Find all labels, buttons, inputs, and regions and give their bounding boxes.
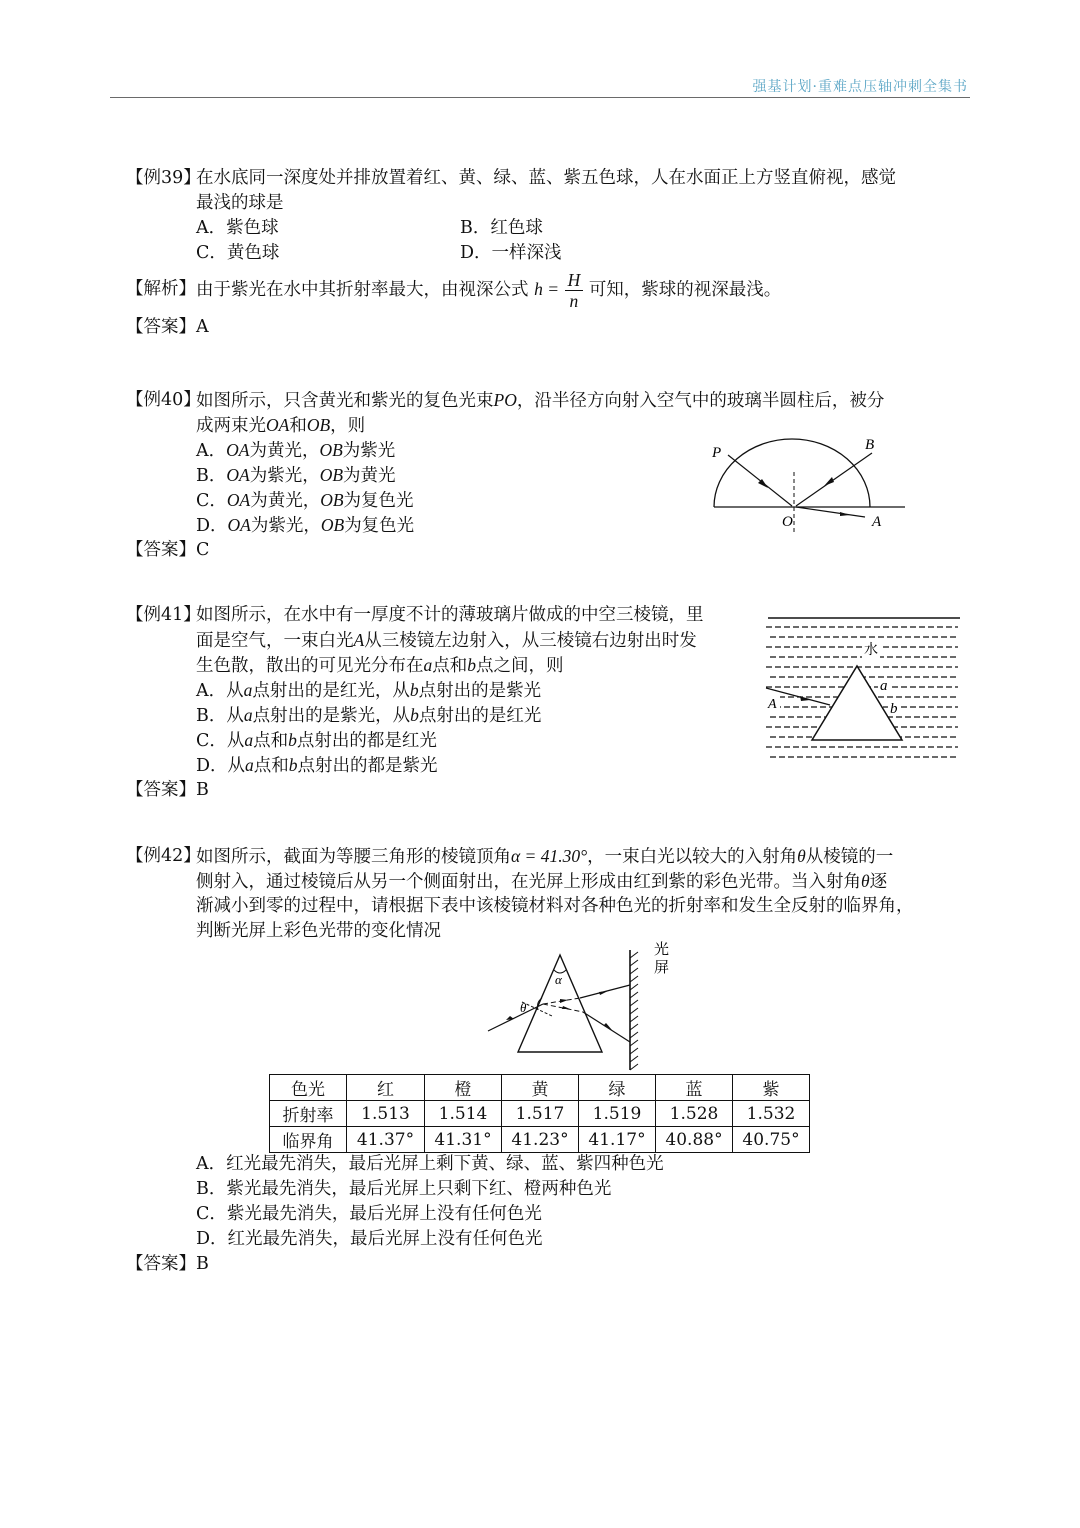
label-alpha: α <box>555 972 562 987</box>
option-math: a <box>243 705 253 725</box>
ex42-q1-text-b: ，一束白光以较大的入射角 <box>587 847 798 867</box>
option-math: a <box>245 755 254 775</box>
incident-ray <box>488 1004 543 1031</box>
ex39-formula-numerator: H <box>565 270 584 291</box>
option-text: 从 <box>226 731 245 751</box>
option-text: 为黄光， <box>250 491 321 511</box>
ex42-question-line3: 渐减小到零的过程中，请根据下表中该棱镜材料对各种色光的折射率和发生全反射的临界角， <box>196 896 914 916</box>
ex39-analysis-tag: 【解析】 <box>126 279 196 299</box>
ex39-option-c: C．黄色球 <box>196 243 280 263</box>
ex41-q2-text-a: 面是空气，一束白光 <box>196 631 354 651</box>
option-text: 为复色光 <box>344 516 415 536</box>
ex40-option-a <box>196 438 395 464</box>
label-b: b <box>890 701 898 717</box>
ex42-q1-text-c: 从棱镜的一 <box>805 847 894 867</box>
table-cell: 40.88° <box>656 1127 733 1153</box>
label-o: O <box>782 514 793 530</box>
option-label: A． <box>196 441 227 461</box>
screen-hatch-line <box>630 1040 638 1046</box>
ex41-q3-text-a: 生色散，散出的可见光分布在 <box>196 656 424 676</box>
ex41-option-c <box>196 728 437 754</box>
option-math: OB <box>319 440 343 460</box>
option-text: 为紫光， <box>250 516 321 536</box>
ex40-option-c <box>196 488 414 514</box>
ex40-option-d <box>196 513 414 539</box>
ex40-q1-text-b: ，沿半径方向射入空气中的玻璃半圆柱后，被分 <box>516 391 885 411</box>
ex39-option-b: B．红色球 <box>460 218 543 238</box>
screen-label-1: 光 <box>654 942 670 958</box>
ex41-answer: B <box>196 780 209 800</box>
option-label: D． <box>196 516 228 536</box>
ex42-q2-text-b: 逐 <box>869 872 888 892</box>
screen-hatch-line <box>630 1032 638 1038</box>
table-cell: 1.532 <box>733 1101 810 1127</box>
option-text: 点和 <box>253 756 289 776</box>
ex41-prism-figure <box>762 610 967 770</box>
ex39-analysis-post: 可知，紫球的视深最浅。 <box>588 280 782 300</box>
option-math: OB <box>319 465 344 485</box>
ex42-question-line1 <box>196 844 893 870</box>
table-cell: 1.517 <box>502 1101 579 1127</box>
label-ray-a: A <box>768 697 777 712</box>
ray-oa <box>796 507 865 517</box>
ex41-option-a <box>196 678 541 704</box>
option-text: 从 <box>227 756 246 776</box>
option-math: b <box>409 680 419 700</box>
ex41-tag: 【例41】 <box>126 605 201 625</box>
ex39-answer: A <box>196 317 209 337</box>
label-b: B <box>865 437 875 453</box>
option-label: C． <box>196 491 227 511</box>
screen-hatch-line <box>630 1024 638 1030</box>
table-cell: 1.528 <box>656 1101 733 1127</box>
option-text: 为复色光 <box>343 491 414 511</box>
table-cell: 41.31° <box>425 1127 502 1153</box>
option-math: OA <box>227 515 251 535</box>
option-text: 点射出的是紫光 <box>418 681 542 701</box>
option-math: OA <box>226 440 250 460</box>
screen-hatch-line <box>630 992 638 998</box>
option-label: D． <box>196 756 228 776</box>
ex42-option-d: D．红光最先消失，最后光屏上没有任何色光 <box>196 1229 543 1249</box>
exit-ray-2 <box>583 1012 630 1042</box>
table-cell: 黄 <box>502 1075 579 1101</box>
ex39-tag: 【例39】 <box>126 168 201 188</box>
option-text: 为紫光 <box>342 441 396 461</box>
ex39-question-line1: 在水底同一深度处并排放置着红、黄、绿、蓝、紫五色球，人在水面正上方竖直俯视，感觉 <box>196 168 896 188</box>
option-text: 从 <box>226 681 244 701</box>
ex41-question-line3 <box>196 653 564 679</box>
table-row <box>270 1101 810 1127</box>
screen-hatch-line <box>630 1000 638 1006</box>
table-cell: 色光 <box>270 1075 347 1101</box>
water-label: 水 <box>864 643 878 658</box>
screen-hatch-line <box>630 952 638 958</box>
ex40-answer: C <box>196 540 210 560</box>
option-math: OB <box>320 515 345 535</box>
ex42-option-b: B．紫光最先消失，最后光屏上只剩下红、橙两种色光 <box>196 1179 612 1199</box>
ex40-q2-text-c: ，则 <box>330 416 366 436</box>
table-cell: 41.23° <box>502 1127 579 1153</box>
screen-hatch-line <box>630 1064 638 1070</box>
ex40-q2-text-a: 成两束光 <box>196 416 266 436</box>
option-text: 点射出的是红光，从 <box>252 681 410 701</box>
table-cell: 绿 <box>579 1075 656 1101</box>
option-math: OA <box>226 490 251 510</box>
screen-hatch-line <box>630 1016 638 1022</box>
option-math: OA <box>226 465 250 485</box>
refracted-arrow-1 <box>560 999 568 1003</box>
screen-hatch-line <box>630 1048 638 1054</box>
ex41-question-line1: 如图所示，在水中有一厚度不计的薄玻璃片做成的中空三棱镜，里 <box>196 605 704 625</box>
header-rule <box>110 97 970 98</box>
table-cell: 红 <box>347 1075 425 1101</box>
ex41-q3-text-b: 点和 <box>432 656 468 676</box>
isosceles-prism <box>518 955 602 1052</box>
ray-po <box>728 455 792 506</box>
screen-hatch-line <box>630 976 638 982</box>
screen-hatching <box>630 952 638 1070</box>
ex39-formula-lhs: h = <box>534 279 560 299</box>
option-text: 点射出的是红光 <box>418 706 542 726</box>
refracted-arrow-2 <box>562 1006 570 1009</box>
ex41-q3-text-c: 点之间，则 <box>476 656 564 676</box>
table-cell: 折射率 <box>270 1101 347 1127</box>
option-label: C． <box>196 731 227 751</box>
ex42-q2-text-a: 侧射入，通过棱镜后从另一个侧面射出，在光屏上形成由红到紫的彩色光带。当入射角 <box>196 872 861 892</box>
ex40-option-b <box>196 463 396 489</box>
label-a: A <box>872 514 882 530</box>
ex42-q2-math-theta: θ <box>861 871 870 891</box>
screen-label-2: 屏 <box>654 960 670 976</box>
ex42-tag: 【例42】 <box>126 846 201 866</box>
option-text: 点射出的都是红光 <box>296 731 437 751</box>
table-cell: 1.514 <box>425 1101 502 1127</box>
ex42-answer-tag: 【答案】 <box>126 1254 196 1274</box>
ray-oa-arrow <box>840 512 850 516</box>
ray-ob <box>796 453 872 506</box>
option-text: 为黄光 <box>343 466 396 486</box>
ex42-q1-math-alpha: α = 41.30° <box>511 846 588 866</box>
ex41-q2-text-b: 从三棱镜左边射入，从三棱镜右边射出时发 <box>364 631 697 651</box>
table-cell: 橙 <box>425 1075 502 1101</box>
option-text: 为紫光， <box>249 466 320 486</box>
ex42-q1-math-theta: θ <box>797 846 806 866</box>
ex39-option-a: A．紫色球 <box>196 218 279 238</box>
ex39-question-line2: 最浅的球是 <box>196 193 284 213</box>
ex40-q2-math-oa: OA <box>266 415 290 435</box>
ex41-option-d <box>196 753 438 779</box>
table-cell: 41.37° <box>347 1127 425 1153</box>
ex39-option-d: D．一样深浅 <box>460 243 562 263</box>
ex42-question-line4: 判断光屏上彩色光带的变化情况 <box>196 921 441 941</box>
screen-hatch-line <box>630 984 638 990</box>
table-cell: 紫 <box>733 1075 810 1101</box>
option-math: a <box>243 680 253 700</box>
series-title: 强基计划·重难点压轴冲刺全集书 <box>752 79 968 95</box>
option-text: 点射出的是紫光，从 <box>252 706 411 726</box>
ex41-q3-math-a: a <box>423 655 433 675</box>
ex42-answer: B <box>196 1254 209 1274</box>
table-cell: 临界角 <box>270 1127 347 1153</box>
option-label: B． <box>196 706 227 726</box>
option-text: 点和 <box>253 731 289 751</box>
exit-arrow-1 <box>599 991 608 995</box>
ex42-question-line2 <box>196 869 887 895</box>
table-cell: 1.519 <box>579 1101 656 1127</box>
option-math: b <box>288 730 297 750</box>
label-p: P <box>712 445 722 461</box>
ex41-q2-math: A <box>353 630 365 650</box>
ex40-answer-tag: 【答案】 <box>126 540 196 560</box>
screen-hatch-line <box>630 960 638 966</box>
ex40-question-line1 <box>196 388 884 414</box>
semicircle-arc <box>714 439 870 507</box>
option-math: b <box>288 755 298 775</box>
ex40-q2-text-b: 和 <box>289 416 307 436</box>
label-a: a <box>880 678 888 694</box>
ex40-semicircle-figure <box>700 430 920 535</box>
table-cell: 1.513 <box>347 1101 425 1127</box>
ex42-prism-screen-figure <box>480 940 690 1072</box>
ex39-formula-fraction <box>565 270 584 311</box>
ex41-option-b <box>196 703 541 729</box>
table-cell: 41.17° <box>579 1127 656 1153</box>
screen-hatch-line <box>630 1056 638 1062</box>
normal-line <box>522 1002 552 1016</box>
option-math: a <box>244 730 254 750</box>
option-text: 点射出的都是紫光 <box>297 756 438 776</box>
ex40-question-line2 <box>196 413 365 439</box>
ex41-question-line2 <box>196 628 697 654</box>
screen-hatch-line <box>630 1008 638 1014</box>
ex39-analysis <box>196 264 781 315</box>
table-row <box>270 1127 810 1153</box>
option-math: b <box>410 705 419 725</box>
table-cell: 40.75° <box>733 1127 810 1153</box>
ex40-q1-text-a: 如图所示，只含黄光和紫光的复色光束 <box>196 391 494 411</box>
ex42-option-c: C．紫光最先消失，最后光屏上没有任何色光 <box>196 1204 542 1224</box>
option-math: OB <box>320 490 344 510</box>
page-header <box>0 0 1080 100</box>
table-row <box>270 1075 810 1101</box>
ex39-analysis-pre: 由于紫光在水中其折射率最大，由视深公式 <box>196 280 529 300</box>
table-cell: 蓝 <box>656 1075 733 1101</box>
label-theta: θ <box>520 1000 527 1015</box>
ex40-tag: 【例40】 <box>126 390 201 410</box>
ex41-answer-tag: 【答案】 <box>126 780 196 800</box>
option-text: 为黄光， <box>249 441 320 461</box>
ex42-q1-text-a: 如图所示，截面为等腰三角形的棱镜顶角 <box>196 847 511 867</box>
option-label: A． <box>196 681 227 701</box>
ex42-refraction-table <box>269 1074 810 1153</box>
ex40-q1-math: PO <box>493 390 517 410</box>
option-text: 从 <box>226 706 244 726</box>
ex40-q2-math-ob: OB <box>306 415 331 435</box>
ray-ob-arrow <box>824 477 834 486</box>
ex39-formula-denominator: n <box>569 291 579 311</box>
ex42-option-a: A．红光最先消失，最后光屏上剩下黄、绿、蓝、紫四种色光 <box>196 1154 664 1174</box>
ex41-q3-math-b: b <box>467 655 476 675</box>
screen-hatch-line <box>630 968 638 974</box>
ex39-answer-tag: 【答案】 <box>126 317 196 337</box>
option-label: B． <box>196 466 227 486</box>
